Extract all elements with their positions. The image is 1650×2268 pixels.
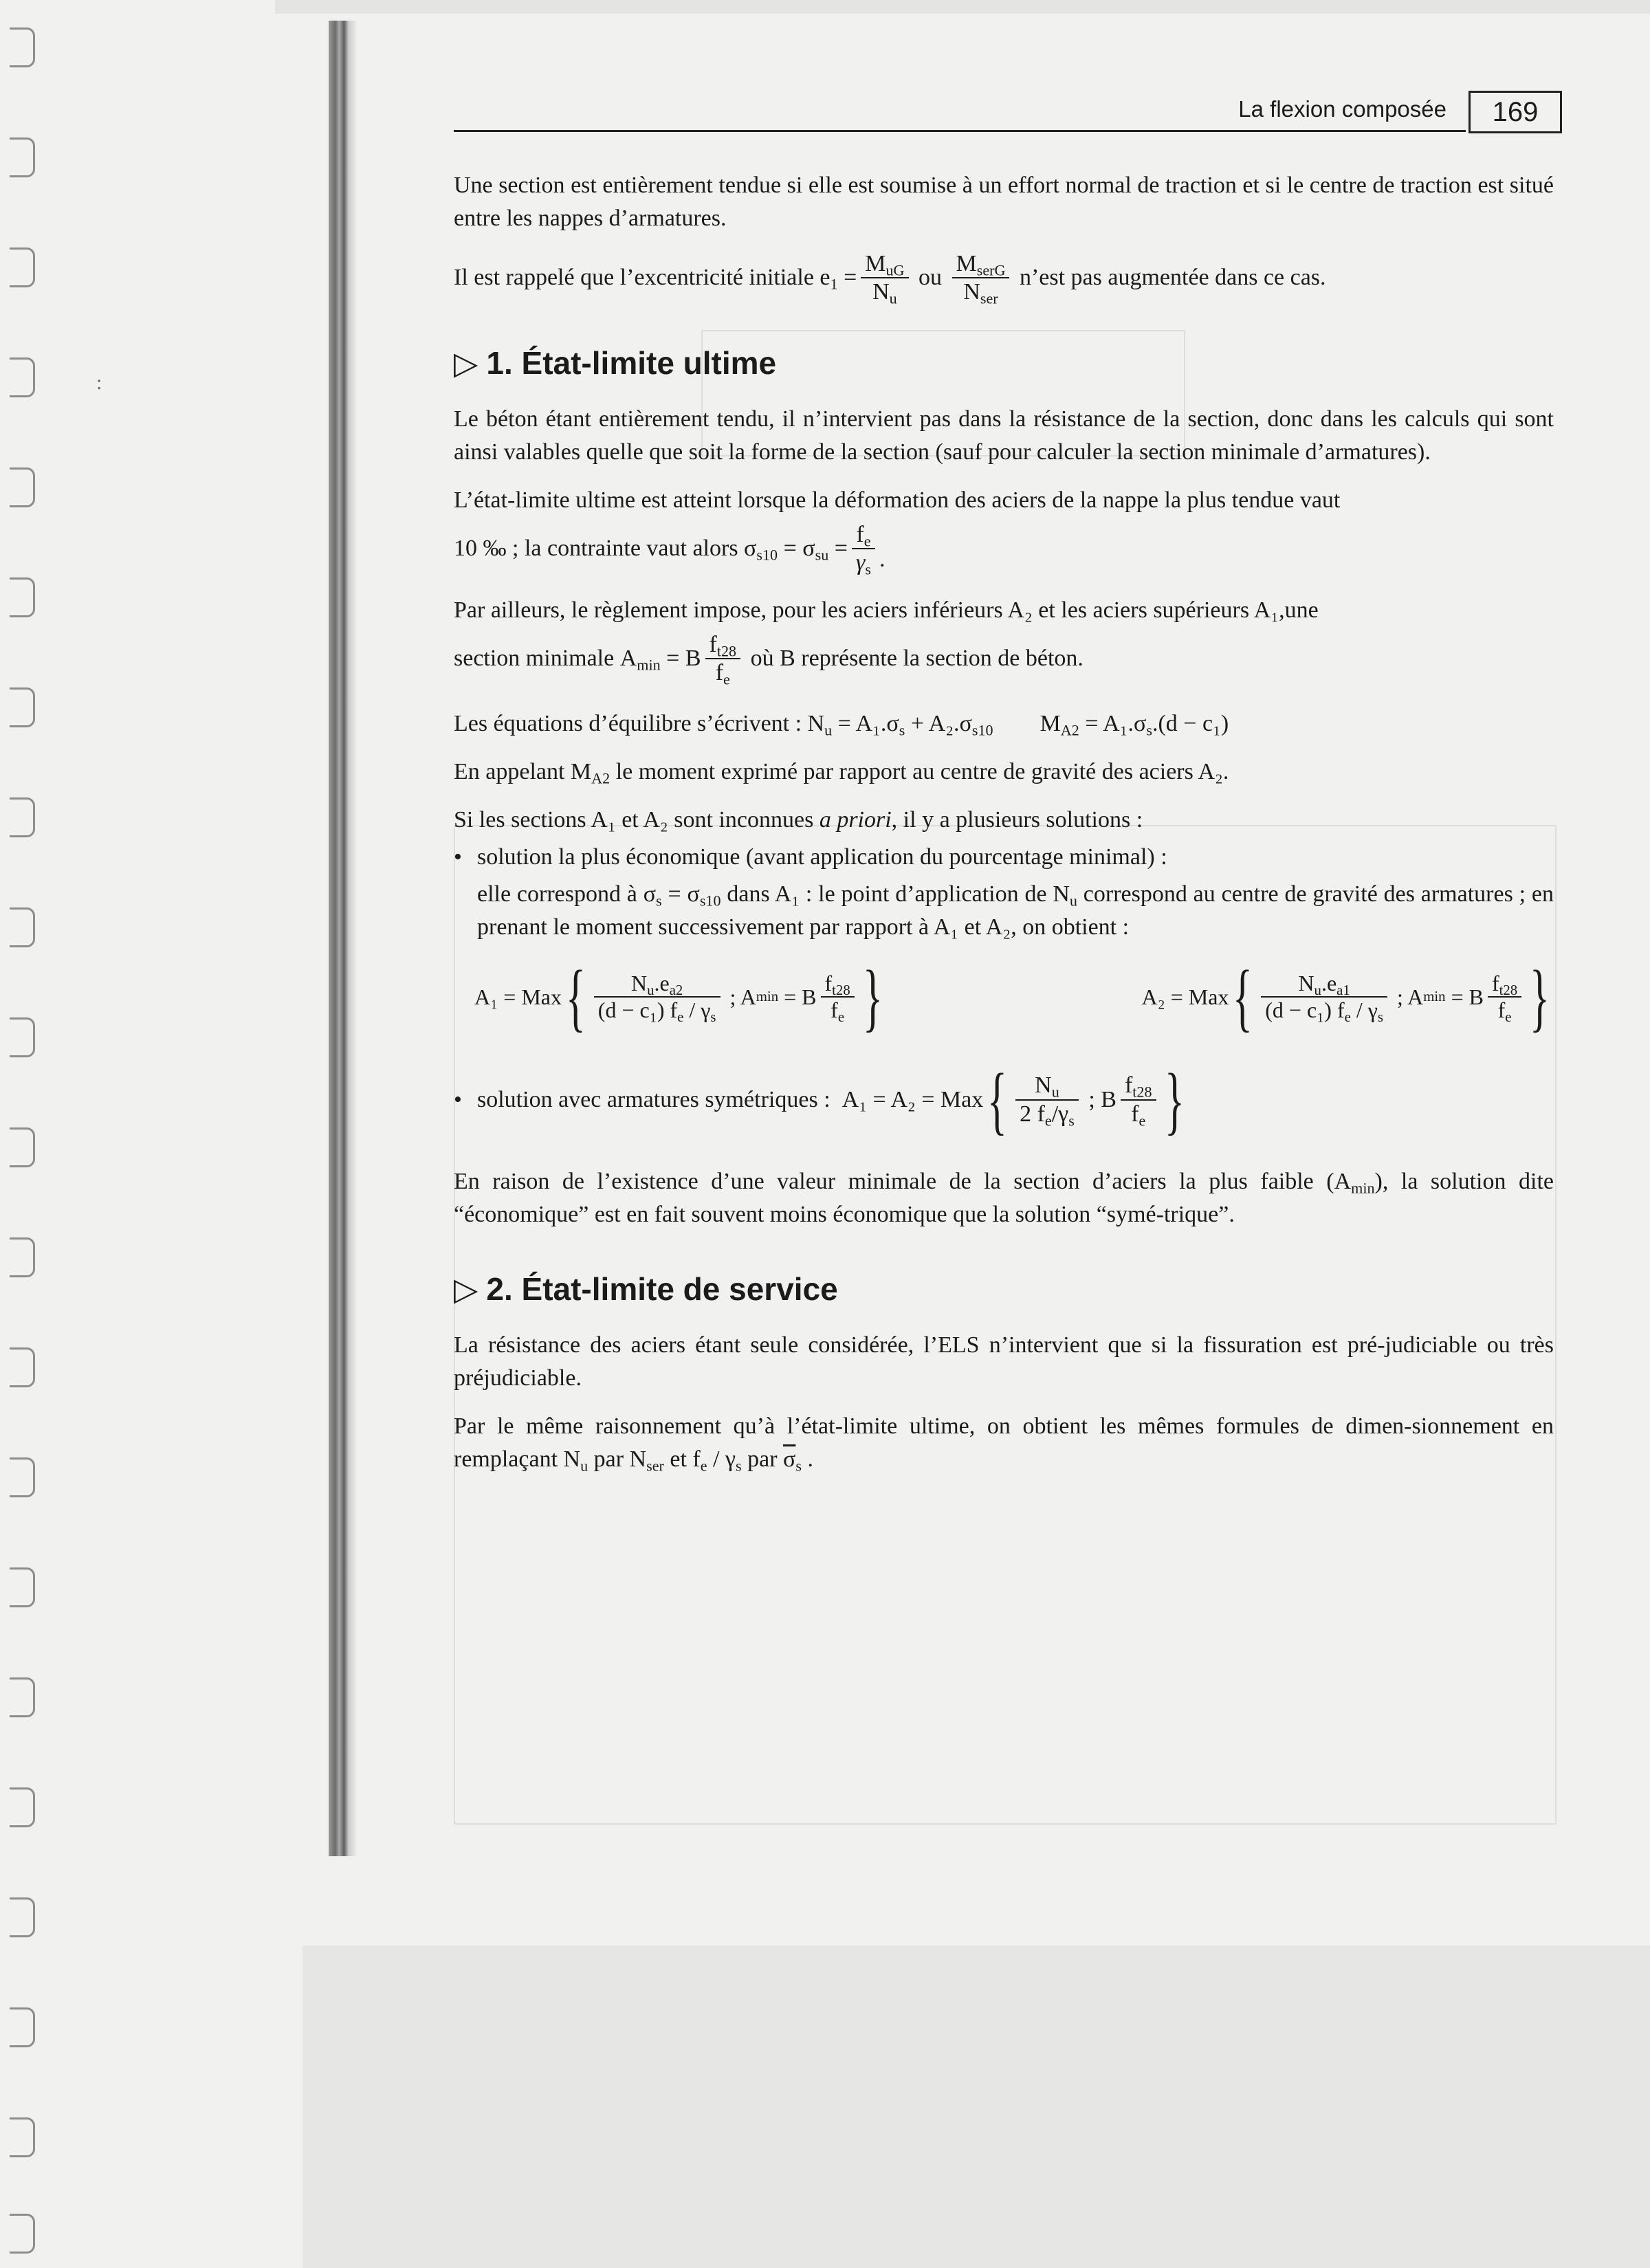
page-content <box>454 169 1554 1491</box>
amin-equation-line: section minimale $A_{min} = B$ $\frac{f_{t28}}{f_e}$ où B représente la section de béton. <box>454 632 1084 689</box>
section-2-paragraph-2: Par le même raisonnement qu’à l’état-limite ultime, on obtient les mêmes formules de dimen-sionnement en remplaçant $N_u$ par $N_{ser}$ et $f_e / \gamma_s$ par $\overline{\sigma}_s$ . <box>454 1413 1554 1475</box>
bullet-economic-solution: • solution la plus économique (avant application du pourcentage minimal) : <box>454 841 1554 874</box>
fraction-fe-gamma: $\frac{f_e}{\gamma_s}$ <box>852 521 875 576</box>
scan-bottom-area <box>302 1946 1650 2268</box>
section-1-paragraph-5: En appelant $M_{A2}$ le moment exprimé par rapport au centre de gravité des aciers A₂. <box>454 758 1229 787</box>
section-1-paragraph-2: L’état-limite ultime est atteint lorsque la déformation des aciers de la nappe la plus tendue vaut <box>454 487 1341 514</box>
triangle-marker-icon: ▷ <box>454 1270 478 1307</box>
page-number: 169 <box>1468 91 1562 133</box>
section-2-heading: ▷ 2. État-limite de service <box>454 1270 838 1307</box>
binding-shadow <box>348 21 358 1856</box>
section-2-paragraph-1: La résistance des aciers étant seule considérée, l’ELS n’intervient que si la fissuration est pré-judiciable ou très préjudiciable. <box>454 1332 1554 1391</box>
triangle-marker-icon: ▷ <box>454 345 478 382</box>
max-equations-line <box>474 954 1554 1039</box>
economic-solution-text: elle correspond à $\sigma_s = \sigma_{s10}$ dans A₁ : le point d’application de $N_u$ correspond au centre de gravité des armatures ; en prenant le moment successivement par rapport à A₁ et A₂, on obtient : <box>477 881 1554 940</box>
fraction-mserG-nser: $\frac{M_{serG}}{N_{ser}}$ <box>952 250 1010 305</box>
running-head <box>454 91 1562 135</box>
section-1-paragraph-3: Par ailleurs, le règlement impose, pour les aciers inférieurs A₂ et les aciers supérieurs A₁,une <box>454 597 1319 624</box>
equation-a2-max: A₂ = Max { $\frac{N_u.e_{a1}}{(d - c_1) f_e / \gamma_s}$ ; A min = B $\frac{f_{t28}}{f_e}$ } <box>1141 954 1550 1039</box>
intro-paragraph-1: Une section est entièrement tendue si elle est soumise à un effort normal de traction et si le centre de traction est situé entre les nappes d’armatures. <box>454 173 1554 231</box>
page-binding-edge <box>329 21 348 1856</box>
section-1-paragraph-1: Le béton étant entièrement tendu, il n’intervient pas dans la résistance de la section, donc dans les calculs qui sont ainsi valables quelle que soit la forme de la section (sauf pour calculer la section minimale d’armatures). <box>454 406 1554 465</box>
section-1-heading: ▷ 1. État-limite ultime <box>454 345 777 382</box>
equation-symmetric-max: A₁ = A₂ = Max { $\frac{N_u}{2 f_e/\gamma_s}$ ; B $\frac{f_{t28}}{f_e}$ } <box>842 1057 1185 1142</box>
header-title: La flexion composée <box>1238 96 1446 122</box>
binder-rings <box>0 0 41 2268</box>
section-1-paragraph-6: Si les sections A₁ et A₂ sont inconnues a priori, il y a plusieurs solutions : <box>454 806 1143 833</box>
scan-speck: : <box>96 371 102 394</box>
intro-eccentricity-line: Il est rappelé que l’excentricité initiale $e_1$ = $\frac{M_{uG}}{N_u}$ ou $\frac{M_{serG}}{N_{ser}}$ n’est pas augmentée dans ce cas. <box>454 251 1326 307</box>
fraction-ft28-fe: $\frac{f_{t28}}{f_e}$ <box>705 631 741 686</box>
stress-equation-line: 10 ‰ ; la contrainte vaut alors $\sigma_{s10} = \sigma_{su}$ = $\frac{f_e}{\gamma_s}$ . <box>454 522 886 578</box>
equilibrium-equations: Les équations d’équilibre s’écrivent : $N_u = A_1.\sigma_s + A_2.\sigma_{s10}$ $M_{A2} = A_1.\sigma_s.(d - c_1)$ <box>454 710 1229 739</box>
equation-a1-max: A₁ = Max { $\frac{N_u.e_{a2}}{(d - c_1) f_e / \gamma_s}$ ; A min = B $\frac{f_{t28}}{f_e}$ } <box>474 954 883 1039</box>
fraction-muG-nu: $\frac{M_{uG}}{N_u}$ <box>861 250 908 305</box>
header-rule <box>454 130 1466 132</box>
symmetric-solution-line: • solution avec armatures symétriques : A₁ = A₂ = Max { $\frac{N_u}{2 f_e/\gamma_s}$ ; B $\frac{f_{t28}}{f_e}$ } <box>454 1062 1554 1138</box>
section-1-paragraph-7: En raison de l’existence d’une valeur minimale de la section d’aciers la plus faible $(A_{min})$, la solution dite “économique” est en fait souvent moins économique que la solution “symé-trique”. <box>454 1168 1554 1227</box>
scan-top-edge <box>275 0 1650 14</box>
